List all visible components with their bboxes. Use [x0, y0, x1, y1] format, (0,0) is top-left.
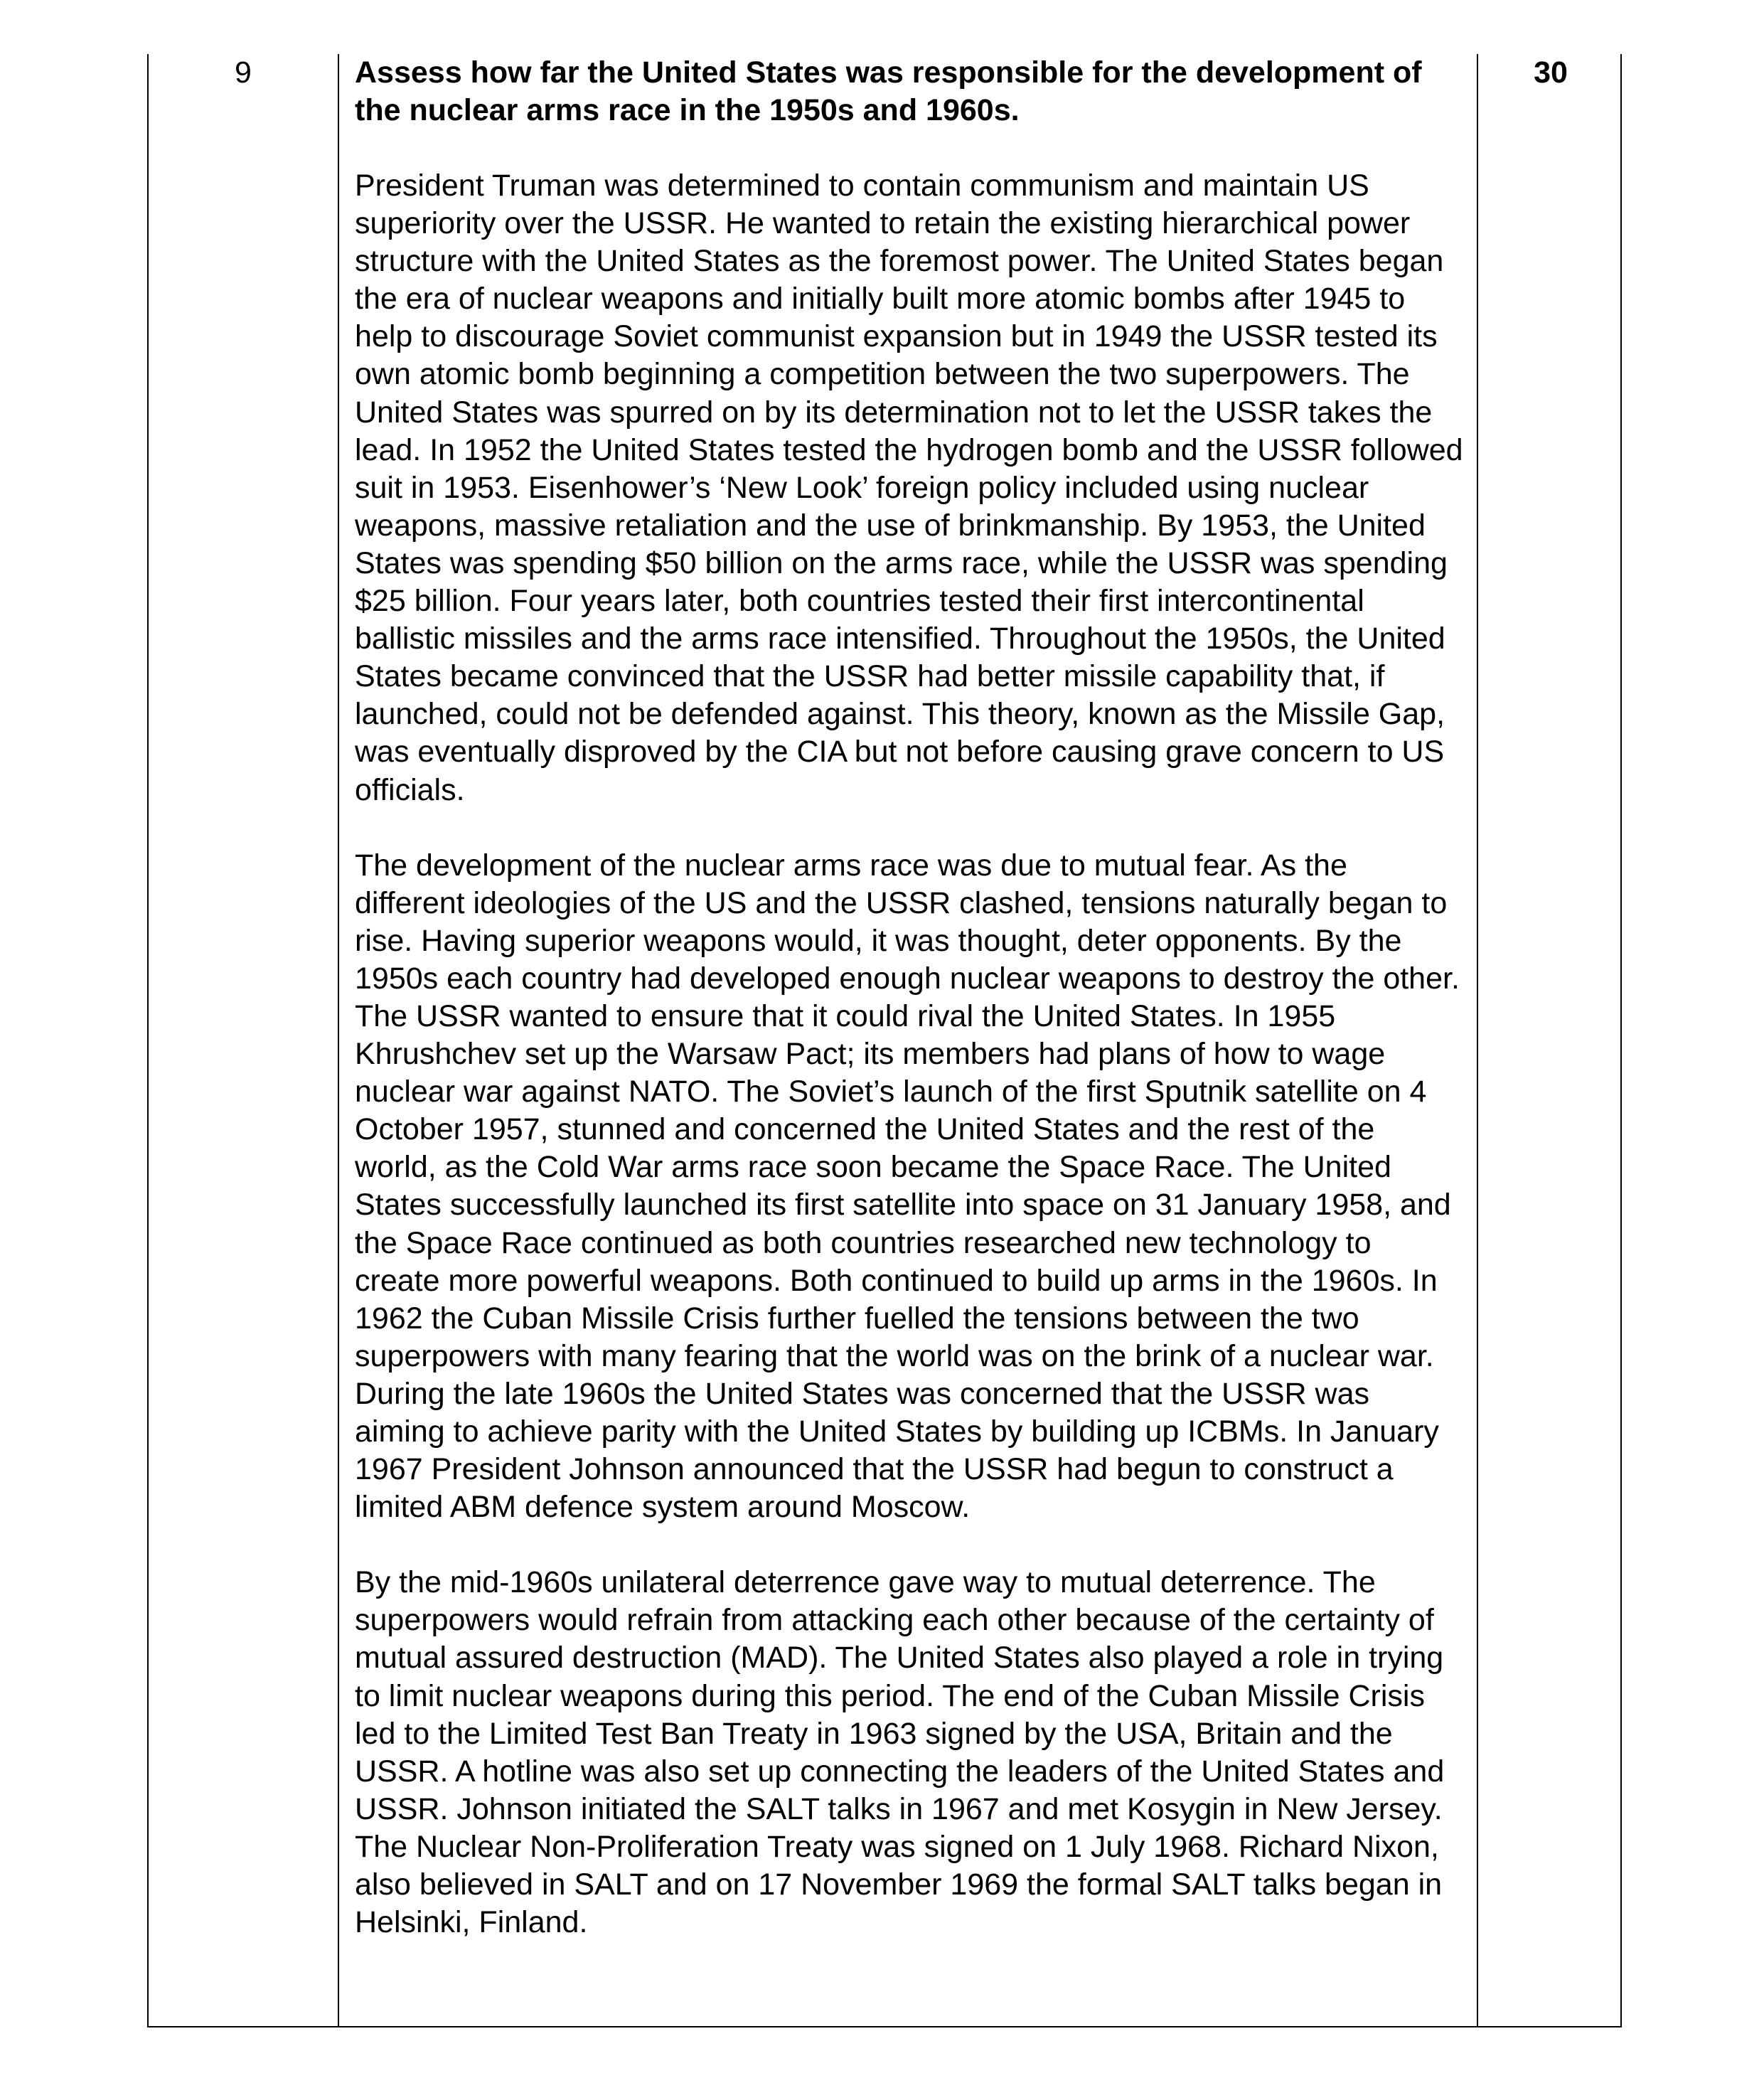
marks-value: 30	[1534, 55, 1568, 90]
answer-paragraph-2: The development of the nuclear arms race was due to mutual fear. As the different ideologies of the US and the USSR clashed, tensions naturally began to rise. Having superior weapons would, it was thought, deter opponents. By the 1950s each country had developed enough nuclear weapons to destroy the other. The USSR wanted to ensure that it could rival the United States. In 1955 Khrushchev set up the Warsaw Pact; its members had plans of how to wage nuclear war against NATO. The Soviet’s launch of the first Sputnik satellite on 4 October 1957, stunned and concerned the United States and the rest of the world, as the Cold War arms race soon became the Space Race. The United States successfully launched its first satellite into space on 31 January 1958, and the Space Race continued as both countries researched new technology to create more powerful weapons. Both continued to build up arms in the 1960s. In 1962 the Cuban Missile Crisis further fuelled the tensions between the two superpowers with many fearing that the world was on the brink of a nuclear war. During the late 1960s the United States was concerned that the USSR was aiming to achieve parity with the United States by building up ICBMs. In January 1967 President Johnson announced that the USSR had begun to construct a limited ABM defence system around Moscow.	[355, 848, 1460, 1525]
column-divider-right	[1477, 54, 1478, 2026]
question-text: Assess how far the United States was responsible for the development of the nuclear arms race in the 1950s and 1960s.	[355, 55, 1422, 127]
column-divider-left	[338, 54, 339, 2026]
answer-paragraph-1: President Truman was determined to contain communism and maintain US superiority over the USSR. He wanted to retain the existing hierarchical power structure with the United States as the foremost power. The United States began the era of nuclear weapons and initially built more atomic bombs after 1945 to help to discourage Soviet communist expansion but in 1949 the USSR tested its own atomic bomb beginning a competition between the two superpowers. The United States was spurred on by its determination not to let the USSR takes the lead. In 1952 the United States tested the hydrogen bomb and the USSR followed suit in 1953. Eisenhower’s ‘New Look’ foreign policy included using nuclear weapons, massive retaliation and the use of brinkmanship. By 1953, the United States was spending $50 billion on the arms race, while the USSR was spending $25 billion. Four years later, both countries tested their first intercontinental ballistic missiles and the arms race intensified. Throughout the 1950s, the United States became convinced that the USSR had better missile capability that, if launched, could not be defended against. This theory, known as the Missile Gap, was eventually disproved by the CIA but not before causing grave concern to US officials.	[355, 169, 1463, 807]
mark-scheme-table	[147, 54, 1622, 2027]
answer-paragraph-3: By the mid-1960s unilateral deterrence gave way to mutual deterrence. The superpowers would refrain from attacking each other because of the certainty of mutual assured destruction (MAD). The United States also played a role in trying to limit nuclear weapons during this period. The end of the Cuban Missile Crisis led to the Limited Test Ban Treaty in 1963 signed by the USA, Britain and the USSR. A hotline was also set up connecting the leaders of the United States and USSR. Johnson initiated the SALT talks in 1967 and met Kosygin in New Jersey. The Nuclear Non-Proliferation Treaty was signed on 1 July 1968. Richard Nixon, also believed in SALT and on 17 November 1969 the formal SALT talks began in Helsinki, Finland.	[355, 1565, 1445, 1940]
question-number: 9	[235, 55, 252, 90]
answer-content	[355, 54, 1464, 1941]
